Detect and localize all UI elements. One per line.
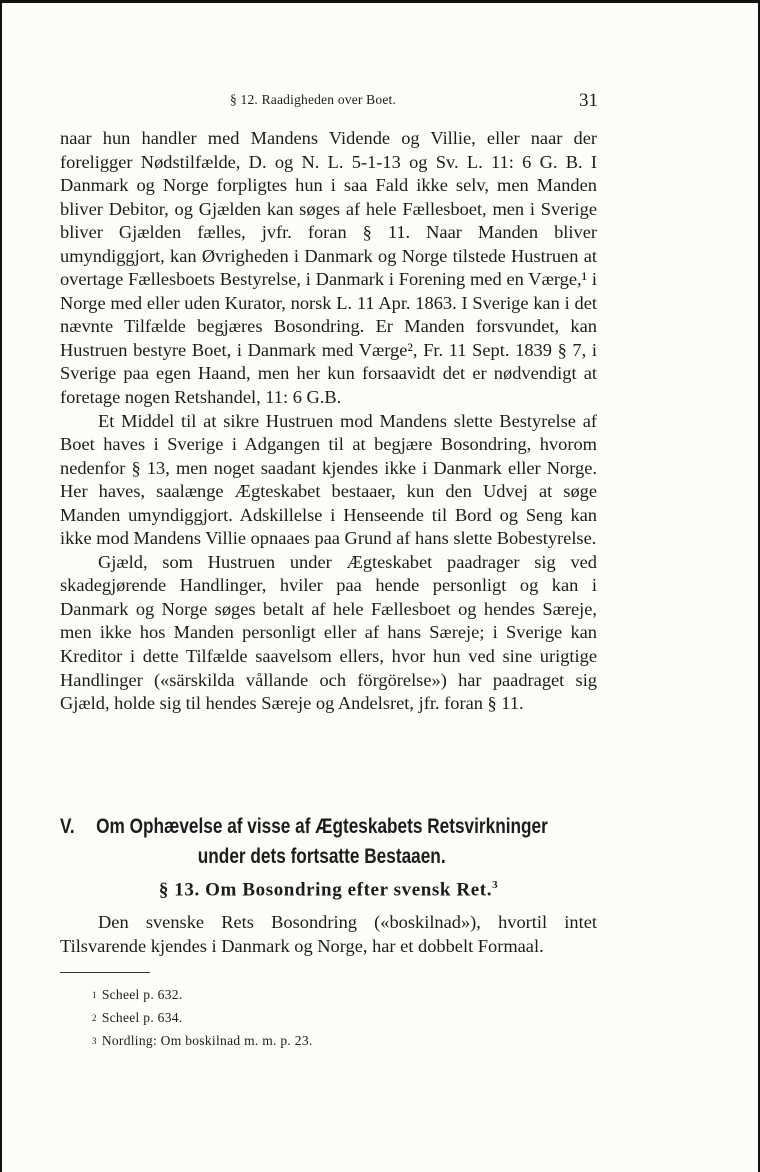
subsection-note-ref: 3 — [492, 879, 499, 891]
closing-text — [60, 911, 597, 958]
footnote — [92, 983, 313, 1006]
section-title-line-2: under dets fortsatte Bestaaen. — [197, 845, 446, 868]
footnote-text: Scheel p. 632. — [101, 987, 183, 1002]
subsection-title: § 13. Om Bosondring efter svensk Ret. — [158, 879, 493, 901]
paragraph-2: Et Middel til at sikre Hustruen mod Mandens slette Bestyrelse af Boet haves i Sverige i Adgangen til at begjære Bosondring, hvorom nedenfor § 13, men noget saadant kjendes ikke i Danmark eller Norge. Her haves, saalænge Ægteskabet bestaaer, kun den Udvej at søge Manden umyndiggjort. Adskillelse i Henseende til Bord og Seng kan ikke mod Mandens Villie opnaaes paa Grund af hans slette Bobestyrelse. — [60, 410, 597, 549]
footnote-marker: 2 — [92, 1013, 97, 1023]
body-text — [60, 127, 597, 716]
section-title-line-1: Om Ophævelse af visse af Ægteskabets Retsvirkninger — [96, 815, 548, 838]
footnote-text: Scheel p. 634. — [101, 1010, 183, 1025]
closing-paragraph: Den svenske Rets Bosondring («boskilnad»), hvortil intet Tilsvarende kjendes i Danmark og Norge, har et dobbelt Formaal. — [60, 912, 597, 956]
footnote — [92, 1029, 313, 1052]
footnote-text: Nordling: Om boskilnad m. m. p. 23. — [101, 1033, 313, 1048]
paragraph-1: naar hun handler med Mandens Vidende og Villie, eller naar der foreligger Nødstilfælde, D. og N. L. 5-1-13 og Sv. L. 11: 6 G. B. I Danmark og Norge forpligtes hun i saa Fald ikke selv, men Manden bliver Debitor, og Gjælden kan søges af hele Fællesboet, men i Sverige bliver Gjælden fælles, jvfr. foran § 11. Naar Manden bliver umyndiggjort, kan Øvrigheden i Danmark og Norge tilstede Hustruen at overtage Fællesboets Bestyrelse, i Danmark i Forening med en Værge,¹ i Norge med eller uden Kurator, norsk L. 11 Apr. 1863. I Sverige kan i det nævnte Tilfælde begjæres Bosondring. Er Manden forsvundet, kan Hustruen bestyre Boet, i Danmark med Værge², Fr. 11 Sept. 1839 § 7, i Sverige paa egen Haand, men her kun forsaavidt det er nødvendigt at foretage nogen Retshandel, 11: 6 G.B. — [60, 128, 597, 408]
subsection-heading — [60, 879, 597, 901]
footnote-marker: 1 — [92, 990, 97, 1000]
section-numeral: V. — [60, 815, 75, 838]
section-heading — [60, 812, 597, 872]
paragraph-3: Gjæld, som Hustruen under Ægteskabet paadrager sig ved skadegjørende Handlinger, hviler paa hende personligt og kan i Danmark og Norge søges betalt af hele Fællesboet og hendes Særeje, men ikke hos Manden personligt eller af hans Særeje; i Sverige kan Kreditor i dette Tilfælde saavelsom ellers, hvor hun ved sine urigtige Handlinger («särskilda vållande och förgörelse») har paadraget sig Gjæld, holde sig til hendes Særeje og Andelsret, jfr. foran § 11. — [60, 551, 597, 714]
running-head: § 12. Raadigheden over Boet. — [230, 92, 397, 107]
footnotes — [92, 983, 313, 1052]
footnote — [92, 1006, 313, 1029]
page-number: 31 — [579, 90, 598, 111]
footnote-divider — [60, 972, 150, 973]
page-header — [60, 92, 597, 114]
footnote-marker: 3 — [92, 1036, 97, 1046]
